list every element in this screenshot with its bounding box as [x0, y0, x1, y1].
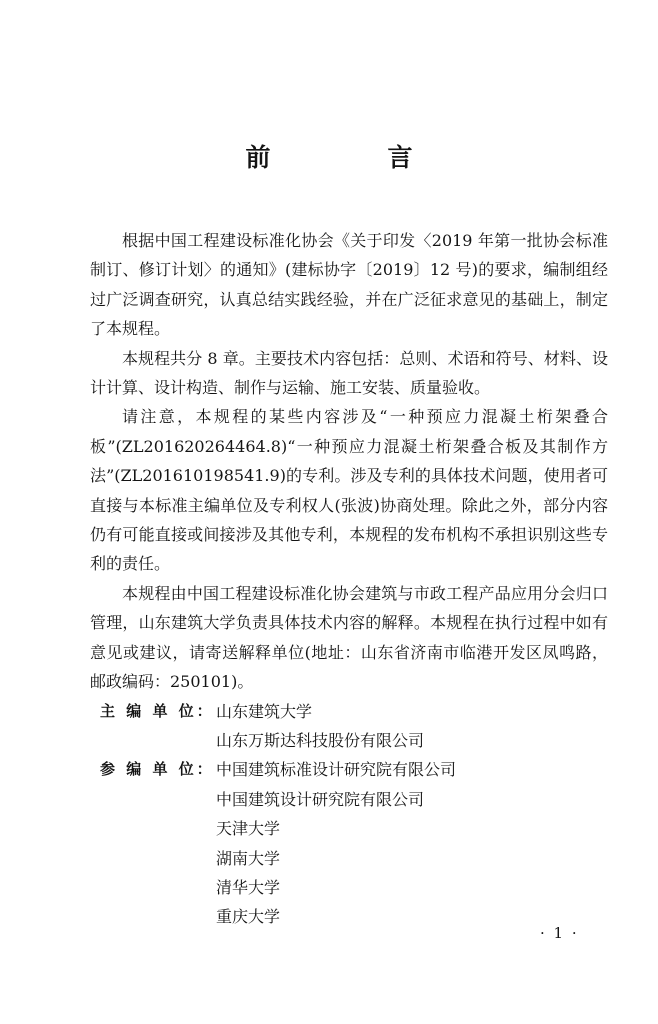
chief-editor-unit: 山东万斯达科技股份有限公司 — [216, 730, 425, 750]
participant-unit: 中国建筑设计研究院有限公司 — [216, 789, 425, 809]
participant-label: 参 编 单 位： — [100, 760, 215, 779]
participant-unit: 中国建筑标准设计研究院有限公司 — [216, 760, 457, 780]
paragraph-management: 本规程由中国工程建设标准化协会建筑与市政工程产品应用分会归口管理，山东建筑大学负责具体技术内容的解释。本规程在执行过程中如有意见或建议，请寄送解释单位(地址：山东省济南市临港开发区凤鸣路，邮政编码：250101)。 — [90, 583, 608, 692]
chief-editor-list — [216, 697, 608, 756]
participant-section — [90, 755, 608, 931]
chief-editor-section — [90, 697, 608, 756]
participant-unit: 清华大学 — [216, 877, 281, 897]
paragraph-background: 根据中国工程建设标准化协会《关于印发〈2019 年第一批协会标准制订、修订计划〉的通知》(建标协字〔2019〕12 号)的要求，编制组经过广泛调查研究，认真总结实践经验，并在广泛征求意见的基础上，制定了本规程。 — [90, 231, 608, 339]
chief-editor-label: 主 编 单 位： — [100, 701, 215, 720]
document-body — [90, 226, 608, 932]
page-title: 前 言 — [245, 143, 459, 172]
participant-unit: 重庆大学 — [216, 907, 281, 927]
participant-unit: 湖南大学 — [216, 848, 281, 868]
paragraph-contents: 本规程共分 8 章。主要技术内容包括：总则、术语和符号、材料、设计计算、设计构造、制作与运输、施工安装、质量验收。 — [90, 348, 608, 398]
paragraph-patents: 请注意，本规程的某些内容涉及“一种预应力混凝土桁架叠合板”(ZL201620264464.8)“一种预应力混凝土桁架叠合板及其制作方法”(ZL201610198541.9)的专利。涉及专利的具体技术问题，使用者可直接与本标准主编单位及专利权人(张波)协商处理。除此之外，部分内容仍有可能直接或间接涉及其他专利，本规程的发布机构不承担识别这些专利的责任。 — [90, 407, 608, 574]
participant-list — [216, 755, 608, 931]
chief-editor-unit: 山东建筑大学 — [216, 701, 313, 721]
page-number: · 1 · — [540, 924, 579, 942]
participant-unit: 天津大学 — [216, 819, 281, 839]
